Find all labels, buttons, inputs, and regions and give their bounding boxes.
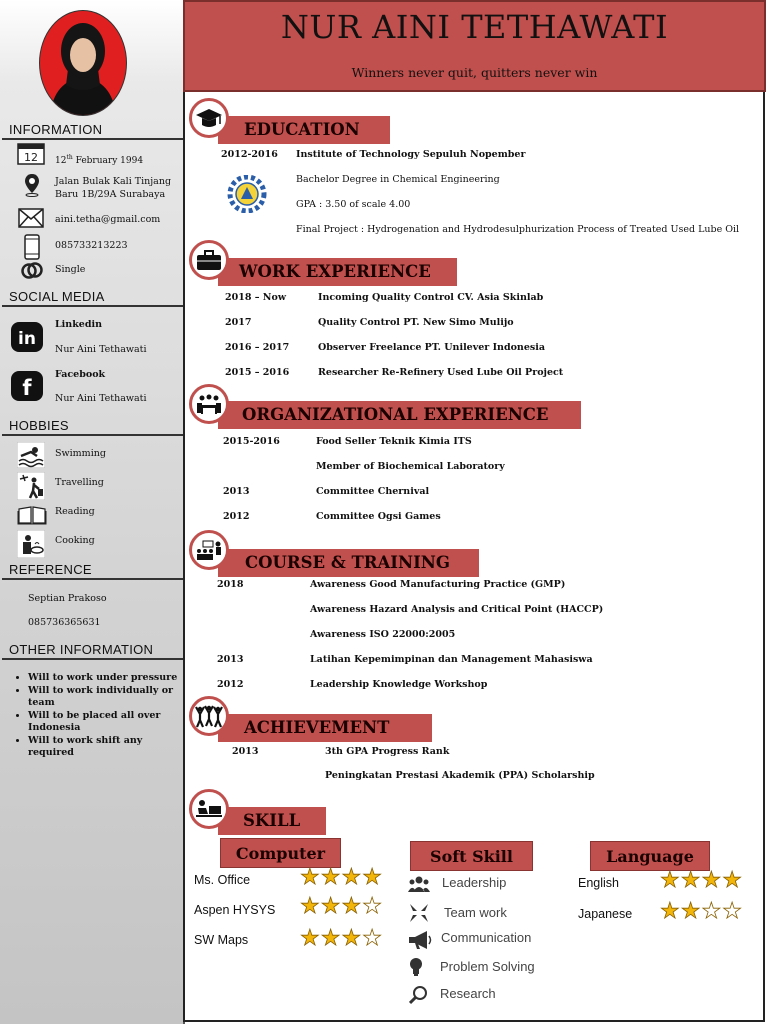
profile-photo xyxy=(39,10,127,116)
star-rating xyxy=(300,928,382,950)
graduation-cap-icon xyxy=(195,107,223,129)
education-institution: Institute of Technology Sepuluh Nopember xyxy=(296,149,526,160)
soft-skill-item: Communication xyxy=(441,930,532,945)
reference-heading: REFERENCE xyxy=(9,562,92,577)
reference-name: Septian Prakoso xyxy=(28,593,107,604)
divider xyxy=(2,434,183,436)
work-experience-heading: WORK EXPERIENCE xyxy=(218,258,457,286)
star-filled-icon: ★ xyxy=(660,899,680,924)
cooking-icon xyxy=(17,530,45,562)
lightbulb-icon xyxy=(409,957,423,981)
soft-skill-item: Problem Solving xyxy=(440,959,535,974)
other-information-heading: OTHER INFORMATION xyxy=(9,642,154,657)
briefcase-icon xyxy=(196,249,222,271)
course-training-heading: COURSE & TRAINING xyxy=(218,549,479,577)
soft-skill-item: Research xyxy=(440,986,496,1001)
star-filled-icon: ★ xyxy=(300,865,320,890)
star-filled-icon: ★ xyxy=(300,894,320,919)
star-filled-icon: ★ xyxy=(320,926,341,951)
computer-skill-heading: Computer xyxy=(220,838,341,868)
magnifier-icon xyxy=(409,985,429,1009)
sidebar xyxy=(0,0,185,1024)
birth-date: 12th February 1994 xyxy=(55,154,144,166)
hobby-item: Swimming xyxy=(55,448,106,459)
org-year: 2013 xyxy=(223,486,250,497)
list-item: • Will to work under pressure xyxy=(28,672,183,685)
course-description: Latihan Kepemimpinan dan Management Mahasiswa xyxy=(310,654,593,665)
hobbies-heading: HOBBIES xyxy=(9,418,69,433)
information-heading: INFORMATION xyxy=(9,122,103,137)
person-at-computer-icon xyxy=(195,798,223,820)
list-item: • Will to work individually or team xyxy=(28,685,183,710)
section-icon-circle xyxy=(189,696,229,736)
soft-skill-item: Leadership xyxy=(442,875,507,890)
tagline: Winners never quit, quitters never win xyxy=(351,65,598,80)
work-year: 2016 – 2017 xyxy=(225,342,290,353)
language-name: English xyxy=(578,876,619,890)
achievement-description: Peningkatan Prestasi Akademik (PPA) Scholarship xyxy=(325,770,595,781)
org-year: 2015-2016 xyxy=(223,436,280,447)
meeting-icon xyxy=(194,393,224,415)
org-description: Committee Ogsi Games xyxy=(316,511,441,522)
course-year: 2018 xyxy=(217,579,244,590)
star-filled-icon: ★ xyxy=(660,868,680,893)
work-description: Observer Freelance PT. Unilever Indonesia xyxy=(318,342,545,353)
org-description: Food Seller Teknik Kimia ITS xyxy=(316,436,472,447)
full-name: NUR AINI TETHAWATI xyxy=(280,8,669,46)
star-empty-icon: ★ xyxy=(362,894,382,919)
location-pin-icon xyxy=(24,173,40,201)
rings-icon xyxy=(20,261,44,283)
skill-heading: SKILL xyxy=(218,807,326,835)
facebook-label: Facebook xyxy=(55,369,106,380)
facebook-icon[interactable] xyxy=(11,371,43,405)
travelling-icon xyxy=(17,472,45,504)
list-item: • Will to be placed all over Indonesia xyxy=(28,710,183,735)
section-icon-circle xyxy=(189,789,229,829)
course-year: 2013 xyxy=(217,654,244,665)
training-class-icon xyxy=(194,539,224,561)
facebook-name[interactable]: Nur Aini Tethawati xyxy=(55,393,147,404)
swimming-icon xyxy=(17,442,45,472)
achievement-year: 2013 xyxy=(232,746,259,757)
org-year: 2012 xyxy=(223,511,250,522)
computer-skill-name: Aspen HYSYS xyxy=(194,903,276,917)
education-gpa: GPA : 3.50 of scale 4.00 xyxy=(296,199,411,210)
computer-skill-name: SW Maps xyxy=(194,933,249,947)
star-filled-icon: ★ xyxy=(341,926,362,951)
calendar-icon xyxy=(17,141,45,169)
achievement-description: 3th GPA Progress Rank xyxy=(325,746,450,757)
hobby-item: Travelling xyxy=(55,477,104,488)
linkedin-icon[interactable] xyxy=(11,322,43,356)
header xyxy=(183,0,766,92)
star-filled-icon: ★ xyxy=(680,868,701,893)
social-media-heading: SOCIAL MEDIA xyxy=(9,289,105,304)
phone: 085733213223 xyxy=(55,240,128,251)
svg-text:12: 12 xyxy=(24,151,38,164)
star-rating xyxy=(300,867,382,889)
address: Jalan Bulak Kali Tinjang Baru 1B/29A Surabaya xyxy=(55,176,172,200)
divider xyxy=(2,305,183,307)
work-year: 2015 – 2016 xyxy=(225,367,290,378)
hobby-item: Reading xyxy=(55,506,95,517)
megaphone-icon xyxy=(407,930,433,954)
phone-icon xyxy=(24,234,40,264)
divider xyxy=(2,658,183,660)
organizational-experience-heading: ORGANIZATIONAL EXPERIENCE xyxy=(218,401,581,429)
work-description: Incoming Quality Control CV. Asia Skinlab xyxy=(318,292,544,303)
linkedin-label: Linkedin xyxy=(55,319,102,330)
book-icon xyxy=(17,503,47,529)
computer-skill-name: Ms. Office xyxy=(194,873,251,887)
section-icon-circle xyxy=(189,384,229,424)
reference-phone: 085736365631 xyxy=(28,617,101,628)
other-information-list xyxy=(14,672,183,760)
language-name: Japanese xyxy=(578,907,633,921)
its-logo-icon xyxy=(227,175,267,217)
star-filled-icon: ★ xyxy=(341,865,362,890)
course-year: 2012 xyxy=(217,679,244,690)
star-filled-icon: ★ xyxy=(722,868,742,893)
star-filled-icon: ★ xyxy=(680,899,701,924)
achievement-heading: ACHIEVEMENT xyxy=(218,714,432,742)
linkedin-name[interactable]: Nur Aini Tethawati xyxy=(55,344,147,355)
star-filled-icon: ★ xyxy=(320,894,341,919)
section-icon-circle xyxy=(189,240,229,280)
star-rating xyxy=(660,870,742,892)
course-description: Awareness ISO 22000:2005 xyxy=(310,629,456,640)
marital-status: Single xyxy=(55,264,86,275)
star-filled-icon: ★ xyxy=(341,894,362,919)
section-icon-circle xyxy=(189,530,229,570)
hobby-item: Cooking xyxy=(55,535,95,546)
email: aini.tetha@gmail.com xyxy=(55,214,161,225)
course-description: Awareness Hazard Analysis and Critical Point (HACCP) xyxy=(310,604,604,615)
star-empty-icon: ★ xyxy=(722,899,742,924)
star-filled-icon: ★ xyxy=(300,926,320,951)
svg-text:in: in xyxy=(18,329,36,349)
star-rating xyxy=(660,901,742,923)
education-heading: EDUCATION xyxy=(218,116,390,144)
envelope-icon xyxy=(18,208,44,232)
svg-text:f: f xyxy=(22,376,32,400)
star-empty-icon: ★ xyxy=(362,926,382,951)
star-filled-icon: ★ xyxy=(701,868,722,893)
work-description: Researcher Re-Refinery Used Lube Oil Project xyxy=(318,367,564,378)
language-heading: Language xyxy=(590,841,710,871)
work-year: 2018 – Now xyxy=(225,292,287,303)
people-group-icon xyxy=(408,875,430,897)
star-rating xyxy=(300,896,382,918)
work-year: 2017 xyxy=(225,317,252,328)
divider xyxy=(2,138,183,140)
star-filled-icon: ★ xyxy=(320,865,341,890)
star-filled-icon: ★ xyxy=(362,865,382,890)
star-empty-icon: ★ xyxy=(701,899,722,924)
education-final-project: Final Project : Hydrogenation and Hydrodesulphurization Process of Treated Used Lube Oil xyxy=(296,224,740,235)
list-item: • Will to work shift any required xyxy=(28,735,183,760)
divider xyxy=(2,578,183,580)
soft-skill-heading: Soft Skill xyxy=(410,841,533,871)
course-description: Leadership Knowledge Workshop xyxy=(310,679,488,690)
org-description: Member of Biochemical Laboratory xyxy=(316,461,505,472)
org-description: Committee Chernival xyxy=(316,486,430,497)
education-year: 2012-2016 xyxy=(221,149,278,160)
section-icon-circle xyxy=(189,98,229,138)
celebrating-people-icon xyxy=(194,704,224,728)
soft-skill-item: Team work xyxy=(444,905,507,920)
course-description: Awareness Good Manufacturing Practice (GMP) xyxy=(310,579,566,590)
work-description: Quality Control PT. New Simo Mulijo xyxy=(318,317,514,328)
teamwork-arrows-icon xyxy=(409,903,429,927)
education-degree: Bachelor Degree in Chemical Engineering xyxy=(296,174,500,185)
